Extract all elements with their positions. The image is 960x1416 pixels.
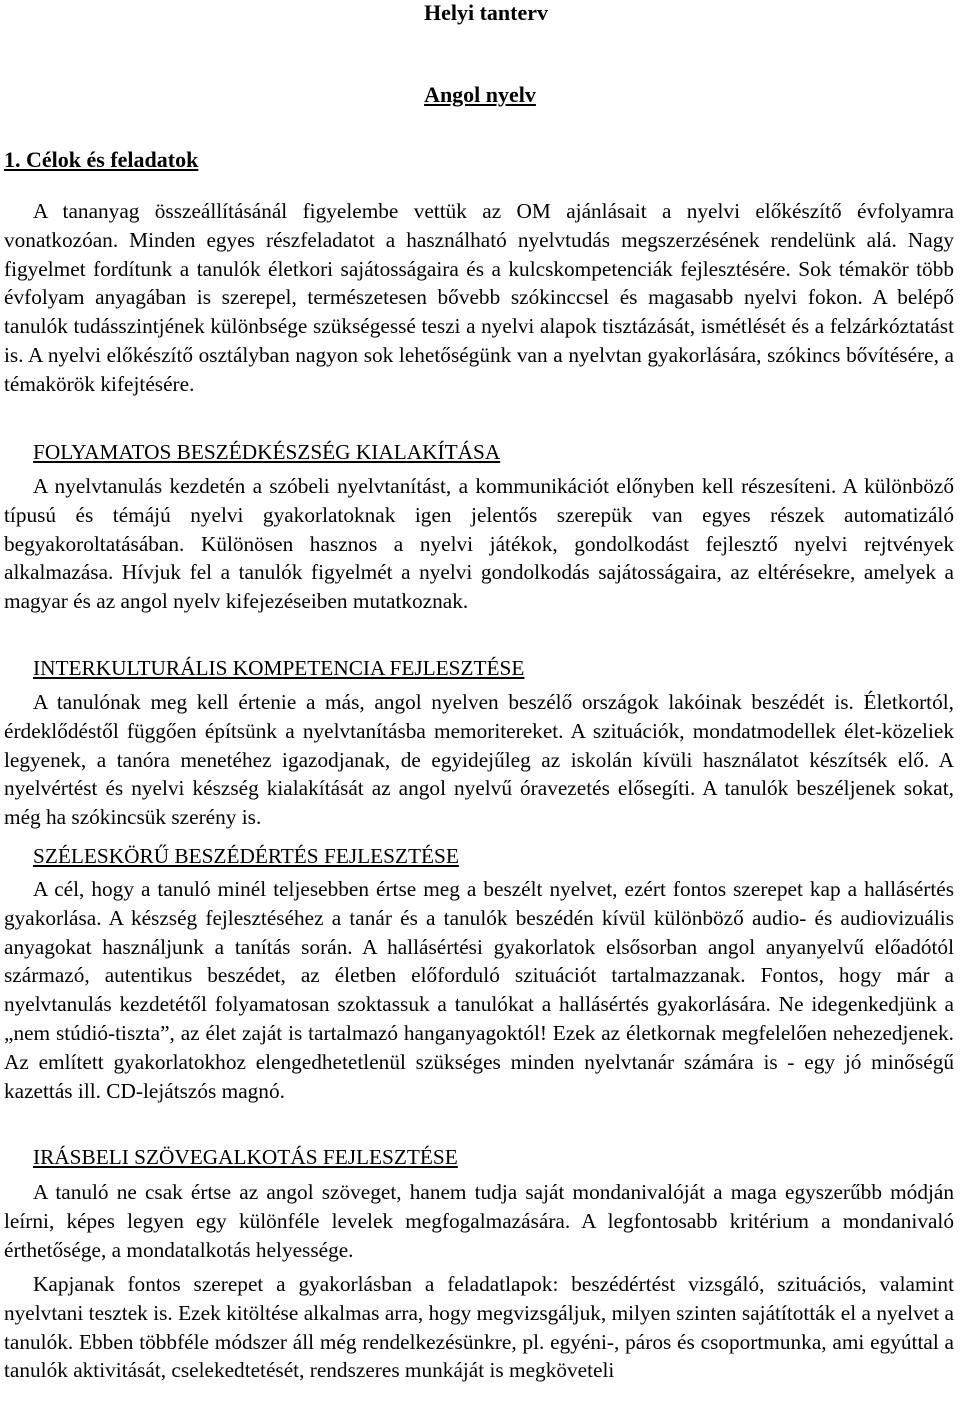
heading-intercultural: INTERKULTURÁLIS KOMPETENCIA FEJLESZTÉSE bbox=[33, 656, 525, 680]
heading-listening: SZÉLESKÖRŰ BESZÉDÉRTÉS FEJLESZTÉSE bbox=[33, 844, 459, 868]
writing-paragraph-1: A tanuló ne csak értse az angol szöveget, hanem tudja saját mondanivalóját a maga egyszerűbb módján leírni, képes legyen egy különféle levelek megfogalmazására. A legfontosabb kritérium a mondanivaló érthetősége, a mondatalkotás helyessége. bbox=[4, 1180, 954, 1262]
heading-speaking: FOLYAMATOS BESZÉDKÉSZSÉG KIALAKÍTÁSA bbox=[33, 440, 501, 464]
intercultural-paragraph: A tanulónak meg kell értenie a más, angol nyelven beszélő országok lakóinak beszédét is. Életkortól, érdeklődéstől függően építsünk a nyelvtanításba memoritereket. A szituációk, mondatmodellek élet-közeliek legyenek, a tanóra menetéhez igazodjanak, de egyidejűleg az iskolán kívüli használatot készítsék elő. A nyelvértést és nyelvi készség kialakítását az angol nyelvű óravezetés elősegíti. A tanulók beszéljenek sokat, még ha szókincsük szerény is. bbox=[4, 690, 954, 830]
writing-paragraph-2: Kapjanak fontos szerepet a gyakorlásban a feladatlapok: beszédértést vizsgáló, szituációs, valamint nyelvtani tesztek is. Ezek kitöltése alkalmas arra, hogy megvizsgáljuk, milyen szinten sajátították el a nyelvet a tanulók. Ebben többféle módszer áll még rendelkezésünkre, pl. egyéni-, páros és csoportmunka, ami egyúttal a tanulók aktivitását, cselekedtetését, rendszeres munkáját is megköveteli bbox=[4, 1272, 954, 1383]
intercultural-paragraph-block bbox=[4, 688, 954, 832]
section-heading-goals: 1. Célok és feladatok bbox=[4, 147, 199, 172]
document-subtitle: Angol nyelv bbox=[424, 82, 536, 107]
writing-paragraph-block-2 bbox=[4, 1270, 954, 1385]
document-title: Helyi tanterv bbox=[423, 0, 549, 25]
writing-paragraph-block-1 bbox=[4, 1178, 954, 1264]
intro-paragraph-block bbox=[4, 197, 954, 399]
heading-writing: IRÁSBELI SZÖVEGALKOTÁS FEJLESZTÉSE bbox=[33, 1145, 458, 1169]
speaking-paragraph-block bbox=[4, 472, 954, 616]
speaking-paragraph: A nyelvtanulás kezdetén a szóbeli nyelvtanítást, a kommunikációt előnyben kell részesíteni. A különböző típusú és témájú nyelvi gyakorlatoknak igen jelentős szerepük van egyes részek automatizáló begyakoroltatásában. Különösen hasznos a nyelvi játékok, gondolkodást fejlesztő nyelvi rejtvények alkalmazása. Hívjuk fel a tanulók figyelmét a nyelvi gondolkodás sajátosságaira, az eltérésekre, amelyek a magyar és az angol nyelv kifejezéseiben mutatkoznak. bbox=[4, 474, 954, 614]
intro-paragraph: A tananyag összeállításánál figyelembe vettük az OM ajánlásait a nyelvi előkészítő évfolyamra vonatkozóan. Minden egyes részfeladatot a használható nyelvtudás megszerzésének rendelünk alá. Nagy figyelmet fordítunk a tanulók életkori sajátosságaira és a kulcskompetenciák fejlesztésére. Sok témakör több évfolyam anyagában is szerepel, természetesen bővebb szókinccsel és magasabb nyelvi fokon. A belépő tanulók tudásszintjének különbsége szükségessé teszi a nyelvi alapok tisztázását, ismétlését és a felzárkóztatást is. A nyelvi előkészítő osztályban nagyon sok lehetőségünk van a nyelvtan gyakorlására, szókincs bővítésére, a témakörök kifejtésére. bbox=[4, 199, 954, 396]
listening-paragraph: A cél, hogy a tanuló minél teljesebben értse meg a beszélt nyelvet, ezért fontos szerepet kap a hallásértés gyakorlása. A készség fejlesztéséhez a tanár és a tanulók beszédén kívül különböző audio- és audiovizuális anyagokat használjunk a tanítás során. A hallásértési gyakorlatok elsősorban angol anyanyelvű előadótól származó, autentikus beszédet, az életben előforduló szituációt tartalmazzanak. Fontos, hogy már a nyelvtanulás kezdetétől folyamatosan szoktassuk a tanulókat a hallásértés gyakorlására. Ne idegenkedjünk a „nem stúdió-tiszta”, az élet zaját is tartalmazó hanganyagoktól! Ezek az életkornak megfelelően nehezedjenek. Az említett gyakorlatokhoz elengedhetetlenül szükséges minden nyelvtanár számára is - egy jó minőségű kazettás ill. CD-lejátszós magnó. bbox=[4, 877, 954, 1103]
listening-paragraph-block bbox=[4, 875, 954, 1105]
